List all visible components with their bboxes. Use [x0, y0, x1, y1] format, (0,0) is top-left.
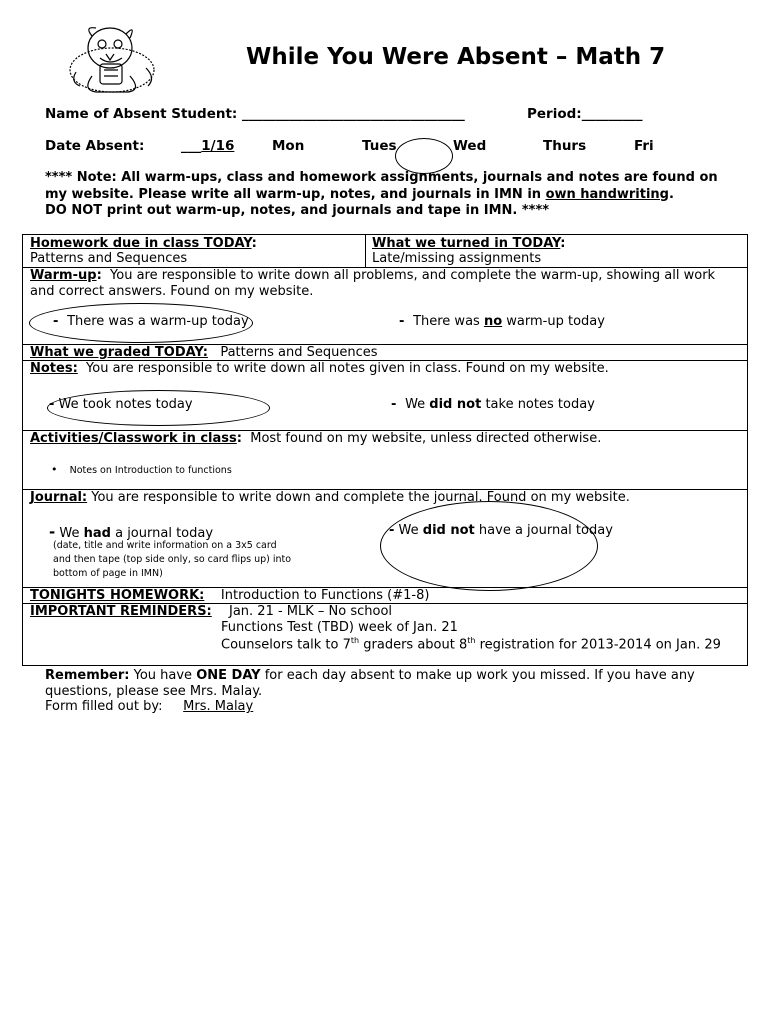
page-title: While You Were Absent – Math 7 — [246, 44, 666, 70]
date-label: Date Absent: — [45, 138, 145, 154]
name-label: Name of Absent Student: — [45, 106, 238, 122]
name-blank: _________________________________ — [242, 106, 465, 122]
reminder-1: Jan. 21 - MLK – No school — [229, 604, 393, 619]
graded-row: What we graded TODAY: Patterns and Sequences — [30, 345, 378, 360]
homework-due-value: Patterns and Sequences — [30, 251, 188, 266]
journal-no-option: - We did not have a journal today — [389, 523, 613, 538]
turned-in-value: Late/missing assignments — [372, 251, 542, 266]
reminder-3: Counselors talk to 7th graders about 8th registration for 2013-2014 on Jan. 29 — [221, 636, 721, 653]
journal-circle-mark — [380, 501, 598, 591]
activities-text: Activities/Classwork in class: Most found on my website, unless directed otherwise. — [30, 431, 602, 446]
homework-due-label: Homework due in class TODAY: — [30, 236, 257, 251]
warmup-circle-mark — [29, 303, 253, 343]
period-blank: _________ — [581, 106, 643, 122]
day-wed: Wed — [453, 138, 487, 154]
period-field — [527, 106, 642, 122]
day-tues: Tues — [362, 138, 397, 154]
activities-bullet: • Notes on Introduction to functions — [51, 463, 232, 476]
day-fri: Fri — [634, 138, 654, 154]
notes-circle-mark — [47, 390, 270, 426]
tonights-homework: TONIGHTS HOMEWORK: Introduction to Functions (#1-8) — [30, 588, 430, 603]
bulldog-mascot-icon — [62, 20, 168, 98]
warmup-no-option: - There was no warm-up today — [399, 314, 605, 329]
day-thurs: Thurs — [543, 138, 587, 154]
day-mon: Mon — [272, 138, 305, 154]
notes-yes-option: - We took notes today — [49, 397, 193, 412]
date-value: ___1/16 — [181, 138, 235, 154]
journal-yes-option: - We had a journal today — [49, 523, 214, 541]
footer-remember: Remember: You have ONE DAY for each day absent to make up work you missed. If you have any questions, please see Mrs. Malay. Form filled out by: Mrs. Malay — [45, 668, 695, 714]
warmup-yes-option: - There was a warm-up today — [53, 314, 249, 329]
website-note: **** Note: All warm-ups, class and homework assignments, journals and notes are found on my website. Please write all warm-up, notes, and journals in IMN in own handwriting. DO NOT print out warm-up, notes, and journals and tape in IMN. **** — [45, 170, 718, 218]
filled-by-label: Form filled out by: — [45, 699, 163, 714]
journal-text: Journal: You are responsible to write down and complete the journal. Found on my website. — [30, 490, 630, 505]
turned-in-label: What we turned in TODAY: — [372, 236, 566, 251]
column-divider — [365, 235, 366, 267]
notes-text: Notes: You are responsible to write down all notes given in class. Found on my website. — [30, 361, 609, 376]
circled-day-mark — [395, 138, 453, 174]
name-field — [45, 106, 465, 122]
absence-form — [22, 234, 748, 666]
reminder-2: Functions Test (TBD) week of Jan. 21 — [221, 620, 458, 635]
warmup-text-2: and correct answers. Found on my website. — [30, 284, 314, 299]
journal-detail: (date, title and write information on a 3x5 card and then tape (top side only, so card flips up) into bottom of page in IMN) — [53, 540, 292, 579]
notes-no-option: - We did not take notes today — [391, 397, 595, 412]
warmup-text: Warm-up: You are responsible to write down all problems, and complete the warm-up, showing all work — [30, 268, 716, 283]
period-label: Period: — [527, 106, 582, 122]
reminders-label: IMPORTANT REMINDERS: — [30, 604, 212, 619]
filled-by-value: Mrs. Malay — [183, 699, 254, 714]
